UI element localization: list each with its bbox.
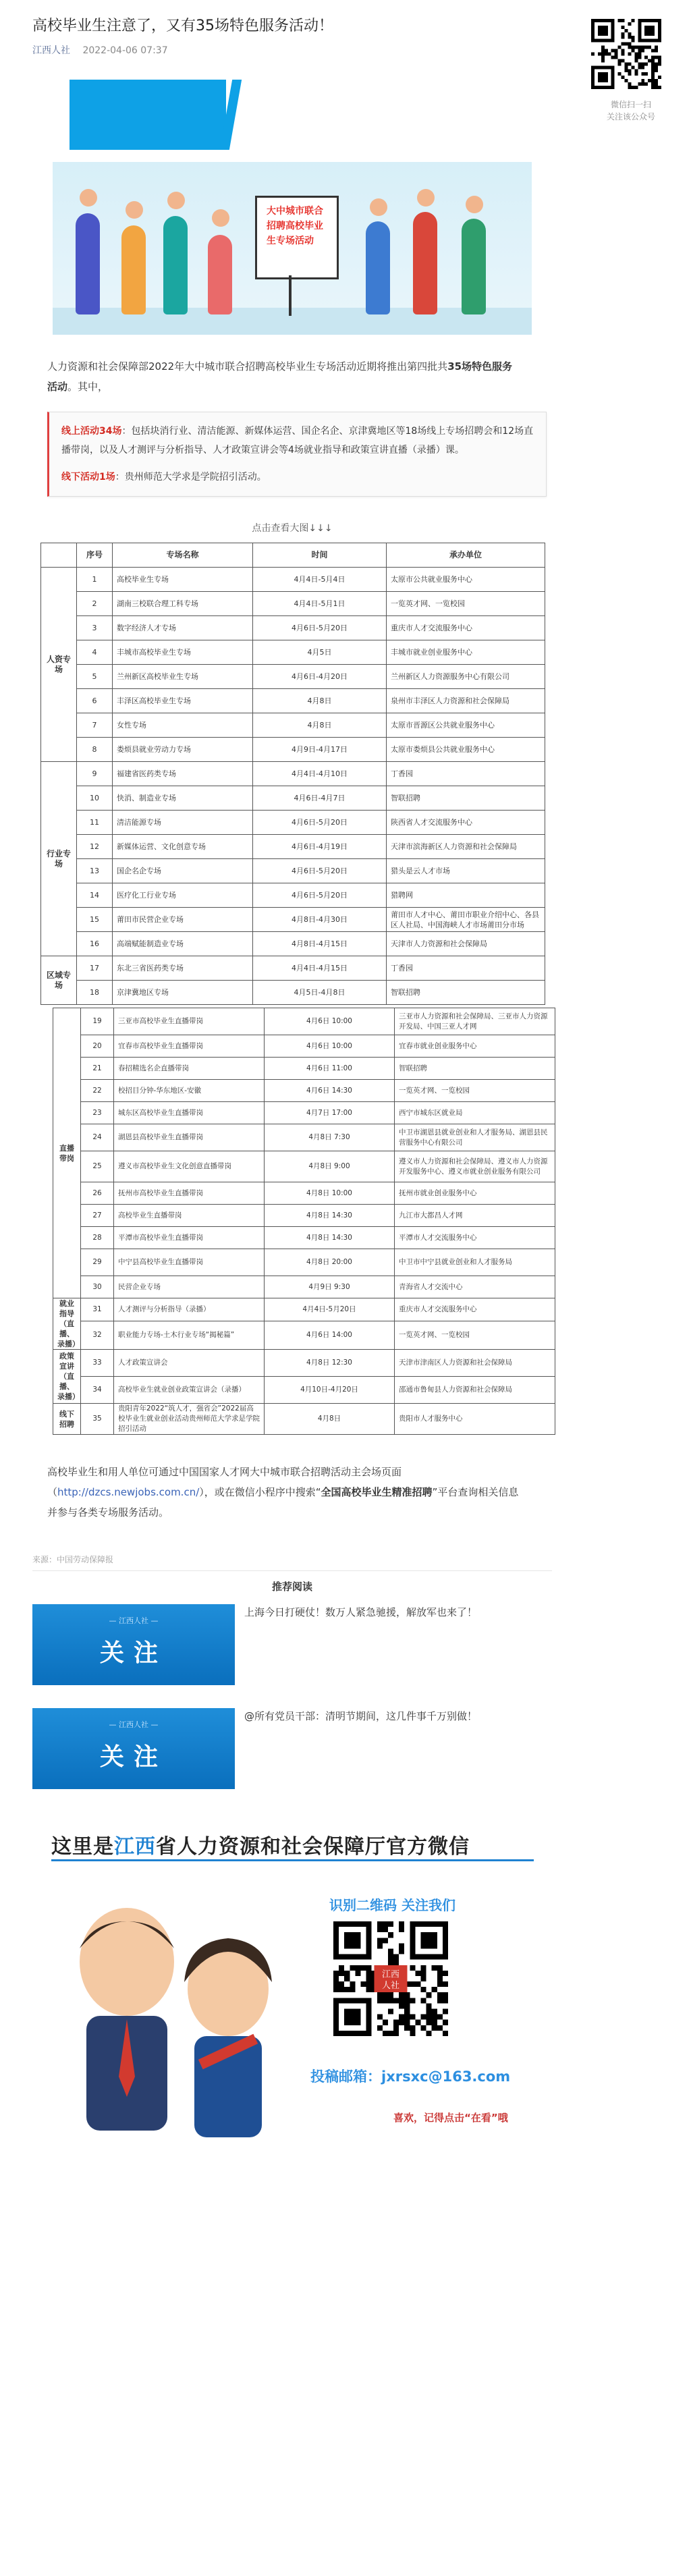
cell-name: 中宁县高校毕业生直播带岗 [114,1249,265,1276]
table-header-row [41,543,545,568]
table-row [41,956,545,981]
cell-organizer: 智联招聘 [387,786,545,811]
cell-time: 4月4日-5月20日 [265,1298,395,1321]
cell-name: 女性专场 [113,713,253,738]
cell-name: 清洁能源专场 [113,811,253,835]
cell-time: 4月6日-4月7日 [253,786,387,811]
figure-person [76,213,100,314]
cell-index: 13 [77,859,113,883]
cell-time: 4月6日-4月19日 [253,835,387,859]
header-organizer: 承办单位 [387,543,545,568]
article-title: 高校毕业生注意了，又有35场特色服务活动！ [32,18,333,34]
decorative-band [70,80,226,150]
cell-organizer: 青海省人才交流中心 [395,1276,555,1298]
recommend-thumbnail[interactable] [32,1604,235,1685]
cell-name: 校招目分钟-华东地区-安徽 [114,1080,265,1102]
cell-name: 丰城市高校毕业生专场 [113,640,253,665]
thumb-brand: — 江西人社 — [109,1616,159,1625]
cell-index: 24 [81,1124,114,1151]
outro-text-b: ），或在微信小程序中搜索“ [199,1486,321,1498]
cell-organizer: 宜春市就业创业服务中心 [395,1035,555,1058]
cell-time: 4月6日 14:00 [265,1321,395,1350]
male-face [80,1908,174,2016]
cell-time: 4月9日-4月17日 [253,738,387,762]
article-source: 来源：中国劳动保障报 [32,1554,552,1571]
cell-organizer: 天津市滨海新区人力资源和社会保障局 [387,835,545,859]
online-label: 线上活动34场 [61,426,122,437]
cell-index: 28 [81,1227,114,1249]
submission-email[interactable]: 投稿邮箱：jxrsxc@163.com [310,2068,511,2085]
cell-time: 4月6日 14:30 [265,1080,395,1102]
cell-index: 4 [77,640,113,665]
cell-name: 国企名企专场 [113,859,253,883]
outro-paragraph [47,1462,520,1523]
cell-index: 17 [77,956,113,981]
cell-index: 12 [77,835,113,859]
figure-head [370,198,387,216]
publish-date: 2022-04-06 07:37 [82,45,168,56]
table-row [41,811,545,835]
footer-divider [51,1859,534,1861]
cell-organizer: 一览英才网、一览校园 [395,1321,555,1350]
intro-text-a: 人力资源和社会保障部2022年大中城市联合招聘高校毕业生专场活动近期将推出第四批共 [47,360,448,373]
cell-name: 丰泽区高校毕业生专场 [113,689,253,713]
table-row [41,908,545,932]
figure-head [126,201,143,219]
cell-index: 11 [77,811,113,835]
recommend-title[interactable]: 上海今日打硬仗！数万人紧急驰援，解放军也来了！ [244,1606,478,1618]
table-row [53,1276,555,1298]
thumb-brand: — 江西人社 — [109,1720,159,1729]
cell-name: 莆田市民营企业专场 [113,908,253,932]
figure-person [121,225,146,314]
table-row [41,932,545,956]
header-name: 专场名称 [113,543,253,568]
cell-time: 4月8日-4月15日 [253,932,387,956]
qr-badge-text-2: 人社 [382,1980,399,1991]
cell-organizer: 兰州新区人力资源服务中心有限公司 [387,665,545,689]
group-cell: 行业专场 [41,762,77,956]
cell-organizer: 天津市津南区人力资源和社会保障局 [395,1350,555,1377]
footer-title [51,1830,470,1859]
cell-time: 4月8日 10:00 [265,1182,395,1205]
cell-organizer: 三亚市人力资源和社会保障局、三亚市人力资源开发局、中国三亚人才网 [395,1008,555,1035]
cell-name: 高校毕业生专场 [113,568,253,592]
cell-name: 人才测评与分析指导（录播） [114,1298,265,1321]
schedule-table-1 [40,543,545,1005]
cell-organizer: 陕西省人才交流服务中心 [387,811,545,835]
cell-organizer: 猎头是云人才市场 [387,859,545,883]
cell-time: 4月8日 [265,1404,395,1435]
cell-name: 人才政策宣讲会 [114,1350,265,1377]
online-text: ：包括块消行业、清洁能源、新媒体运营、国企名企、京津冀地区等18场线上专场招聘会和12场直播带岗，以及人才测评与分析指导、人才政策宣讲会等4场就业指导和政策宣讲直播（录播）课。 [61,426,534,456]
cell-index: 22 [81,1080,114,1102]
table-row [41,665,545,689]
table-row [53,1227,555,1249]
footer-title-b: 省人力资源和社会保障厅官方微信 [156,1835,470,1859]
cell-time: 4月5日 [253,640,387,665]
table-row [53,1377,555,1404]
table-row [53,1205,555,1227]
cell-organizer: 中卫市中宁县就业创业和人才服务局 [395,1249,555,1276]
header-group [41,543,77,568]
table-row [41,762,545,786]
cell-time: 4月8日 20:00 [265,1249,395,1276]
cell-name: 京津冀地区专场 [113,981,253,1005]
cell-index: 3 [77,616,113,640]
cell-organizer: 邵通市鲁甸县人力资源和社会保障局 [395,1377,555,1404]
cell-name: 三亚市高校毕业生直播带岗 [114,1008,265,1035]
table-row [41,835,545,859]
cell-organizer: 丰城市就业创业服务中心 [387,640,545,665]
cell-organizer: 天津市人力资源和社会保障局 [387,932,545,956]
outro-bold: 全国高校毕业生精准招聘 [321,1486,433,1498]
cell-time: 4月6日 10:00 [265,1008,395,1035]
cell-name: 湖南三校联合理工科专场 [113,592,253,616]
figure-head [417,189,435,207]
table-row [41,786,545,811]
cell-organizer: 中卫市湖恩县就业创业和人才服务局、湖恩县民营服务中心有限公司 [395,1124,555,1151]
activities-callout [47,412,547,497]
footer-card [32,1820,555,2212]
figure-person [366,221,390,314]
qr-caption-1: 微信扫一扫 [610,100,651,109]
cell-time: 4月4日-4月15日 [253,956,387,981]
scan-to-follow: 识别二维码 关注我们 [329,1897,455,1913]
cell-name: 宜春市高校毕业生直播带岗 [114,1035,265,1058]
figure-head [80,189,97,207]
cell-organizer: 太原市娄烦县公共就业服务中心 [387,738,545,762]
article-meta [32,43,552,57]
header-index: 序号 [77,543,113,568]
cell-organizer: 猎聘网 [387,883,545,908]
banner-illustration [53,162,532,335]
schedule-table-2 [53,1008,555,1435]
cell-time: 4月6日-5月20日 [253,883,387,908]
group-cell: 区域专场 [41,956,77,1005]
offline-text: ：贵州师范大学求是学院招引活动。 [115,472,267,483]
view-image-hint: 点击查看大图↓↓↓ [252,523,333,534]
group-cell: 直播带岗 [53,1008,81,1298]
table-row [41,568,545,592]
author-link[interactable]: 江西人社 [32,45,70,56]
cell-name: 民营企业专场 [114,1276,265,1298]
cell-organizer: 莆田市人才中心、莆田市职业介绍中心、各县区人社局、中国海峡人才市场莆田分市场 [387,908,545,932]
cell-index: 7 [77,713,113,738]
offline-activities [61,468,534,487]
cell-index: 18 [77,981,113,1005]
table-row [53,1404,555,1435]
cell-index: 25 [81,1151,114,1182]
cell-time: 4月8日 12:30 [265,1350,395,1377]
cell-time: 4月8日 14:30 [265,1227,395,1249]
footer-title-a: 这里是 [51,1835,114,1859]
cell-name: 高校毕业生就业创业政策宣讲会（录播） [114,1377,265,1404]
cell-index: 33 [81,1350,114,1377]
cell-time: 4月9日 9:30 [265,1276,395,1298]
cell-organizer: 丁香园 [387,956,545,981]
cell-time: 4月6日-5月20日 [253,616,387,640]
board-text-3: 生专场活动 [267,236,314,246]
cell-index: 30 [81,1276,114,1298]
cell-index: 31 [81,1298,114,1321]
cell-organizer: 丁香园 [387,762,545,786]
cell-time: 4月4日-5月4日 [253,568,387,592]
table-row [41,981,545,1005]
outro-text-c: ”平台查询相关信息并参与各类专场服务活动。 [47,1486,519,1518]
cell-time: 4月10日-4月20日 [265,1377,395,1404]
follow-qr-code[interactable] [591,19,661,89]
thumb-follow: 关注 [99,1639,167,1667]
cell-index: 8 [77,738,113,762]
table-row [53,1008,555,1035]
cell-index: 1 [77,568,113,592]
outro-text-a: 高校毕业生和用人单位可通过中国国家人才网大中城市联合招聘活动主会场页面（ [47,1466,402,1498]
recommend-thumbnail[interactable] [32,1708,235,1789]
cell-name: 高端赋能制造业专场 [113,932,253,956]
group-cell: 人资专场 [41,568,77,762]
table-row [41,859,545,883]
cell-index: 35 [81,1404,114,1435]
cell-time: 4月6日-5月20日 [253,859,387,883]
cell-name: 医疗化工行业专场 [113,883,253,908]
board-easel [289,275,292,316]
figure-head [212,209,229,227]
cell-index: 34 [81,1377,114,1404]
article [32,0,552,2212]
table-row [41,738,545,762]
table-row [41,592,545,616]
cell-index: 19 [81,1008,114,1035]
cell-organizer: 平潭市人才交流服务中心 [395,1227,555,1249]
cell-time: 4月6日 11:00 [265,1058,395,1080]
figure-person [462,219,486,314]
cell-time: 4月7日 17:00 [265,1102,395,1124]
cell-time: 4月4日-5月1日 [253,592,387,616]
cell-time: 4月6日-5月20日 [253,811,387,835]
table-row [53,1124,555,1151]
recommend-item[interactable] [32,1708,552,1789]
board-text-2: 招聘高校毕业 [267,221,323,231]
cell-name: 兰州新区高校毕业生专场 [113,665,253,689]
header-time: 时间 [253,543,387,568]
cell-time: 4月8日 [253,713,387,738]
recommend-heading: 推荐阅读 [271,1581,312,1593]
cell-organizer: 重庆市人才交流服务中心 [395,1298,555,1321]
cell-name: 抚州市高校毕业生直播带岗 [114,1182,265,1205]
table-row [41,616,545,640]
cell-organizer: 一览英才网、一览校园 [387,592,545,616]
cell-index: 6 [77,689,113,713]
cell-organizer: 遵义市人力资源和社会保障局、遵义市人力资源开发服务中心、遵义市就业创业服务有限公司 [395,1151,555,1182]
cell-index: 32 [81,1321,114,1350]
cell-name: 东北三省医药类专场 [113,956,253,981]
cell-organizer: 太原市晋源区公共就业服务中心 [387,713,545,738]
cell-time: 4月5日-4月8日 [253,981,387,1005]
cell-name: 高校毕业生直播带岗 [114,1205,265,1227]
cell-name: 新媒体运营、文化创意专场 [113,835,253,859]
cell-name: 数字经济人才专场 [113,616,253,640]
cell-time: 4月8日 [253,689,387,713]
figure-person [163,216,188,314]
cell-name: 遵义市高校毕业生文化创意直播带岗 [114,1151,265,1182]
banner-board [255,196,339,279]
table-row [53,1035,555,1058]
cell-time: 4月8日 7:30 [265,1124,395,1151]
cell-organizer: 一览英才网、一览校园 [395,1080,555,1102]
cell-organizer: 智联招聘 [395,1058,555,1080]
table-row [53,1080,555,1102]
cell-name: 贵阳青年2022“筑人才，强省会”2022届高校毕业生就业创业活动贵州师范大学求是学院招引活动 [114,1404,265,1435]
cell-organizer: 抚州市就业创业服务中心 [395,1182,555,1205]
table-row [41,689,545,713]
table-row [53,1151,555,1182]
cell-time: 4月4日-4月10日 [253,762,387,786]
qr-badge-text-1: 江西 [382,1969,399,1980]
cell-index: 21 [81,1058,114,1080]
table-row [53,1350,555,1377]
table-row [53,1298,555,1321]
figure-person [208,235,232,314]
board-text-1: 大中城市联合 [267,206,323,217]
cell-name: 职业能力专场-土木行业专场“揭秘篇” [114,1321,265,1350]
thumb-follow: 关注 [99,1743,167,1771]
table-row [41,713,545,738]
table-row [41,883,545,908]
cell-index: 20 [81,1035,114,1058]
offline-label: 线下活动1场 [61,472,115,483]
cell-organizer: 重庆市人才交流服务中心 [387,616,545,640]
table-row [53,1182,555,1205]
footer-title-hl: 江西 [114,1835,156,1859]
table-row [53,1321,555,1350]
figure-person [413,212,437,314]
recommend-title[interactable]: @所有党员干部：清明节期间，这几件事千万别做！ [244,1710,478,1722]
cell-index: 15 [77,908,113,932]
table-row [53,1249,555,1276]
figure-head [466,196,483,213]
cell-index: 27 [81,1205,114,1227]
cell-index: 10 [77,786,113,811]
cell-index: 16 [77,932,113,956]
follow-qr-panel [591,7,671,123]
footer-qr-code[interactable] [333,1921,448,2036]
cell-index: 2 [77,592,113,616]
cell-name: 快消、制造业专场 [113,786,253,811]
qr-caption-2: 关注该公众号 [606,112,655,121]
cell-organizer: 西宁市城东区就业局 [395,1102,555,1124]
cell-index: 23 [81,1102,114,1124]
group-cell: 线下招聘 [53,1404,81,1435]
table-row [53,1102,555,1124]
cell-organizer: 智联招聘 [387,981,545,1005]
cell-organizer: 太原市公共就业服务中心 [387,568,545,592]
intro-paragraph [47,356,520,397]
cell-index: 26 [81,1182,114,1205]
figure-head [167,192,185,209]
cartoon-figures [59,1901,302,2185]
cell-time: 4月8日 14:30 [265,1205,395,1227]
cell-name: 城东区高校毕业生直播带岗 [114,1102,265,1124]
cell-organizer: 贵阳市人才服务中心 [395,1404,555,1435]
cell-name: 春招精选名企直播带岗 [114,1058,265,1080]
table-row [41,640,545,665]
cell-time: 4月6日-4月20日 [253,665,387,689]
group-cell: 就业指导（直播、录播） [53,1298,81,1350]
cell-time: 4月8日-4月30日 [253,908,387,932]
cell-name: 湖恩县高校毕业生直播带岗 [114,1124,265,1151]
recommend-item[interactable] [32,1604,552,1685]
cell-organizer: 九江市大都昌人才网 [395,1205,555,1227]
cell-index: 5 [77,665,113,689]
intro-bold: 35场特色服务活动 [47,360,513,393]
cell-index: 29 [81,1249,114,1276]
cell-index: 9 [77,762,113,786]
intro-text-b: 。其中， [67,381,109,393]
cell-name: 福建省医药类专场 [113,762,253,786]
group-cell: 政策宣讲（直播、录播） [53,1350,81,1404]
online-activities [61,422,534,460]
cell-name: 平潭市高校毕业生直播带岗 [114,1227,265,1249]
cell-time: 4月6日 10:00 [265,1035,395,1058]
table-row [53,1058,555,1080]
cell-index: 14 [77,883,113,908]
cell-name: 娄烦县就业劳动力专场 [113,738,253,762]
cell-time: 4月8日 9:00 [265,1151,395,1182]
main-venue-link[interactable]: http://dzcs.newjobs.com.cn/ [57,1486,200,1498]
cell-organizer: 泉州市丰泽区人力资源和社会保障局 [387,689,545,713]
like-reminder: 喜欢，记得点击“在看”哦 [393,2112,508,2124]
